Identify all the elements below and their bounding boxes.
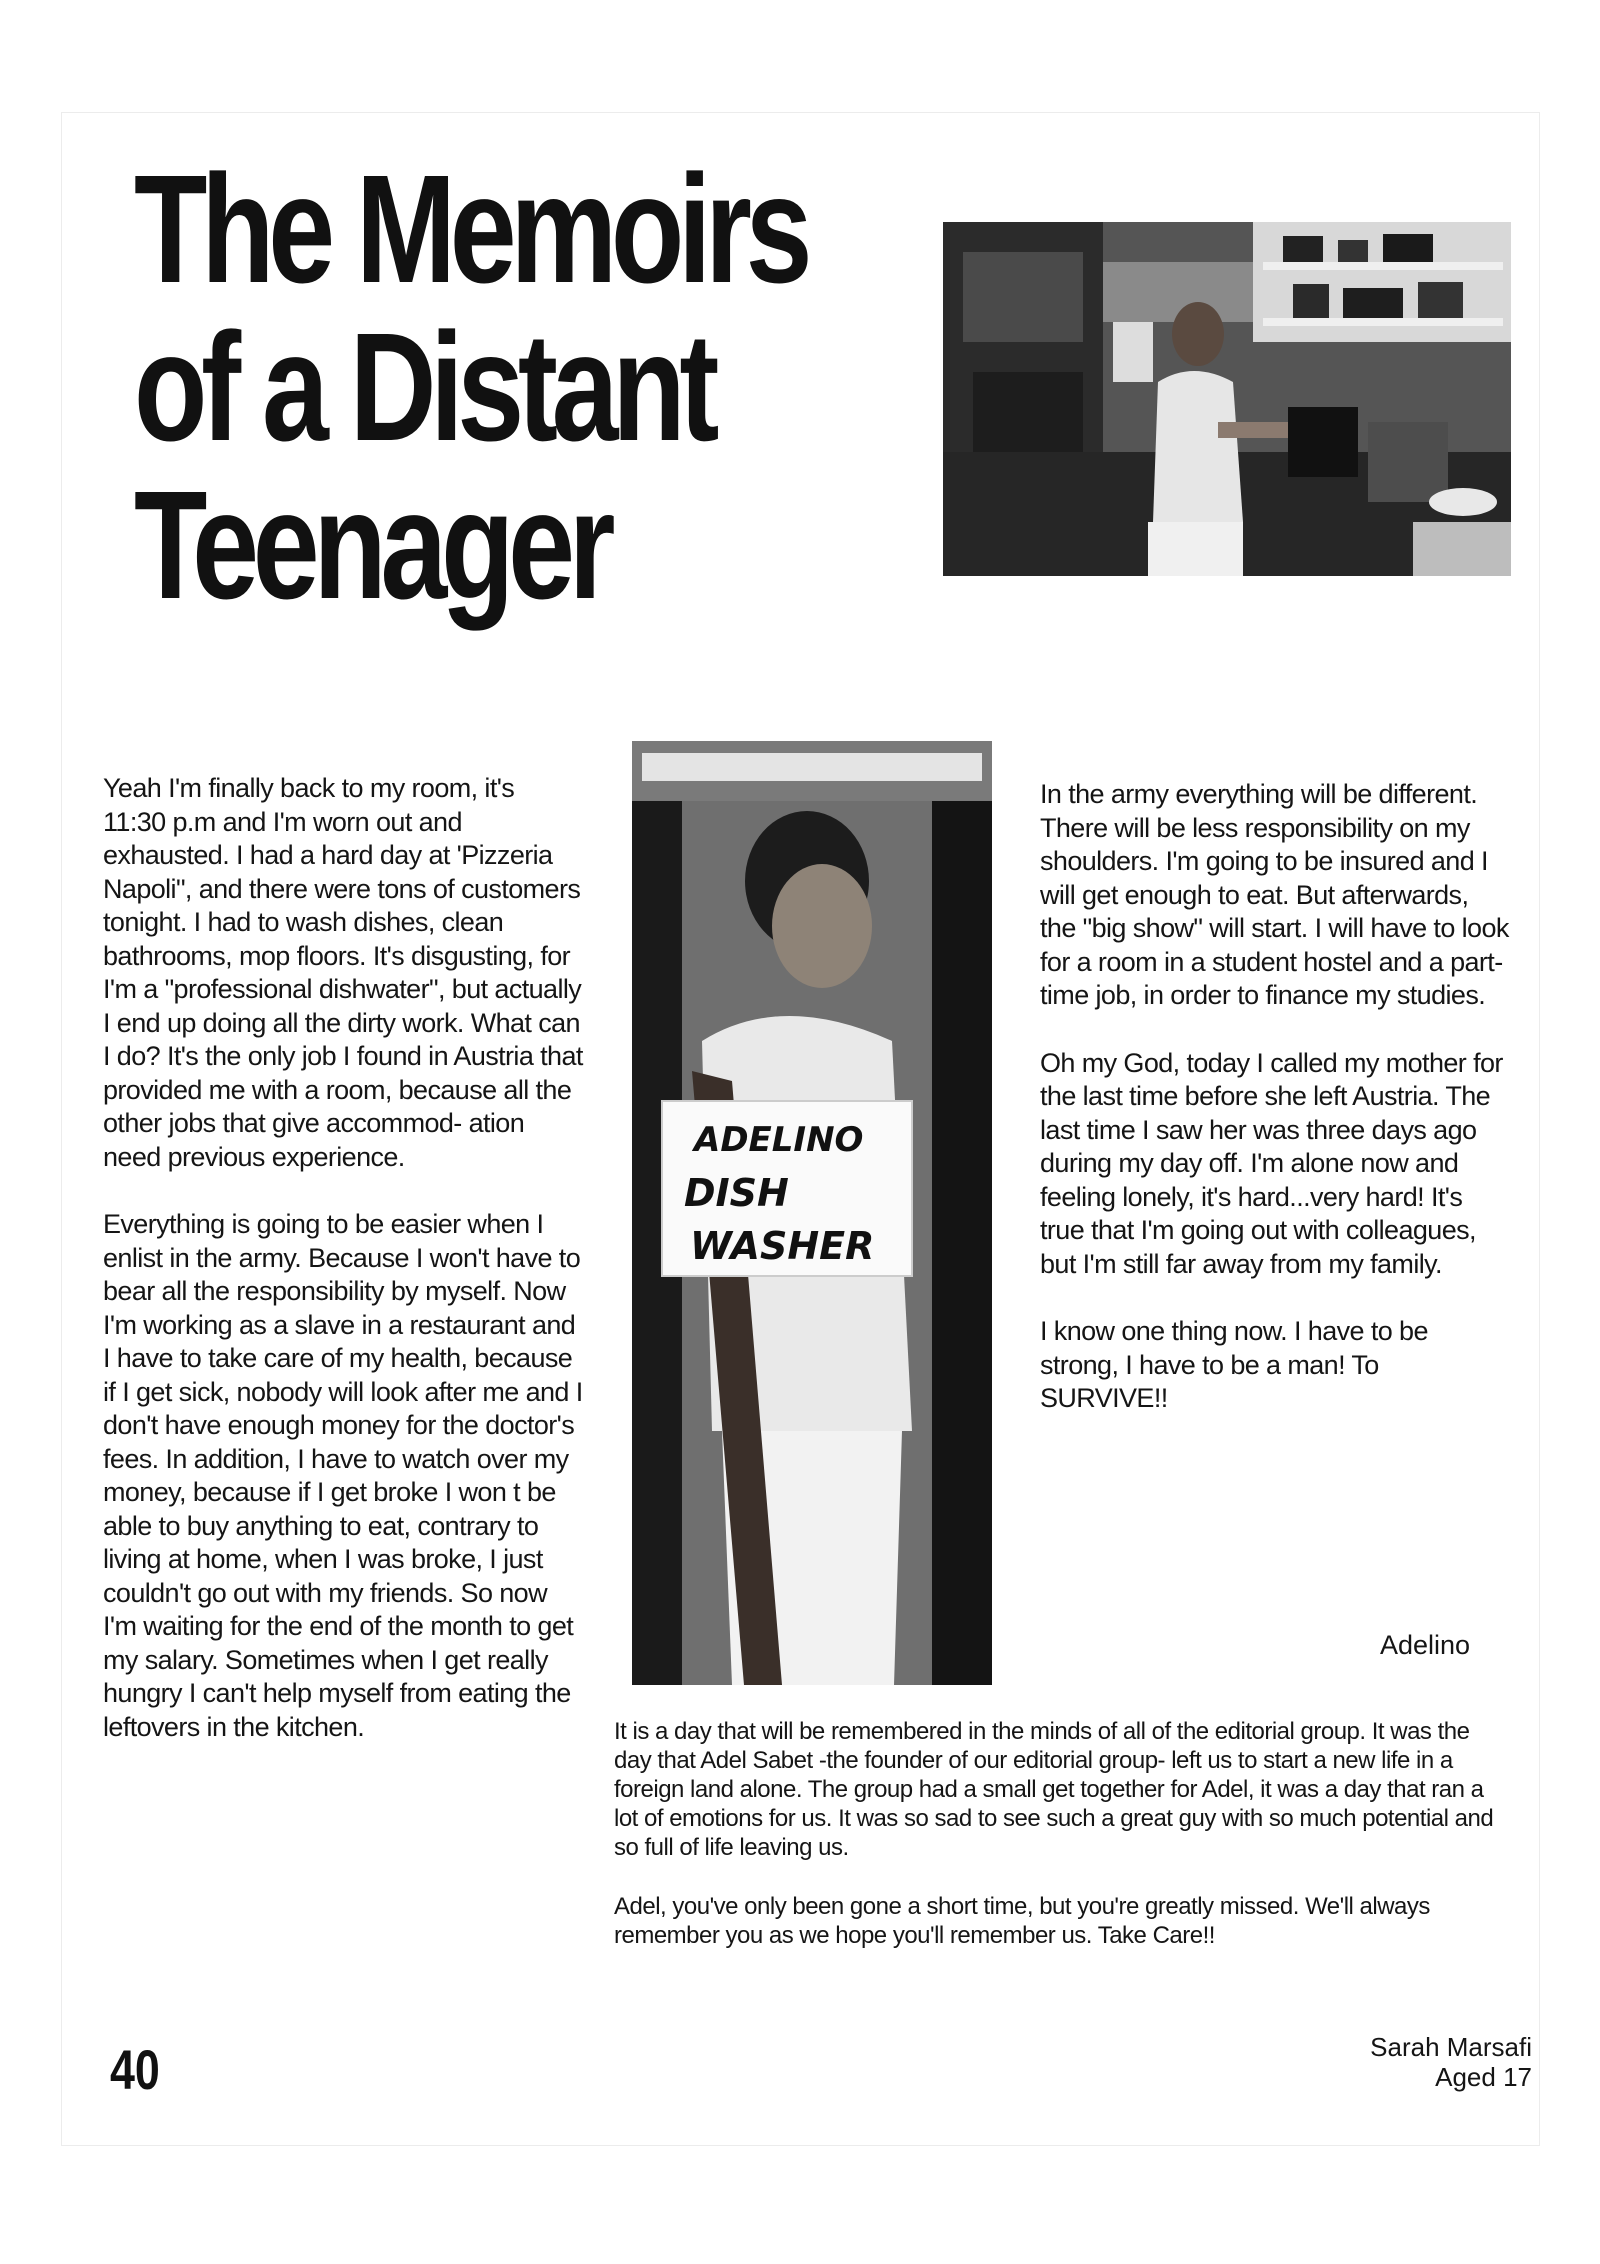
left-column bbox=[103, 772, 583, 1778]
tribute-section bbox=[614, 1717, 1504, 1980]
dishwasher-photo bbox=[632, 741, 992, 1685]
right-paragraph-3: I know one thing now. I have to be strong, I have to be a man! To SURVIVE!! bbox=[1040, 1316, 1428, 1413]
tribute-paragraph-2: Adel, you've only been gone a short time, but you're greatly missed. We'll always remember you as we hope you'll remember us. Take Care!! bbox=[614, 1893, 1430, 1949]
title-line-3: Teenager bbox=[134, 459, 610, 631]
page-number: 40 bbox=[110, 2038, 160, 2101]
right-paragraph-1: In the army everything will be different. There will be less responsibility on my shoulders. I'm going to be insured and I will get enough to eat. But afterwards, the "big show" will start. I will have to look for a room in a student hostel and a part-time job, in order to finance my studies. bbox=[1040, 779, 1509, 1010]
right-paragraph-2: Oh my God, today I called my mother for the last time before she left Austria. The last time I saw her was three days ago during my day off. I'm alone now and feeling lonely, it's hard...very hard! It's true that I'm going out with colleagues, but I'm still far away from my family. bbox=[1040, 1047, 1503, 1279]
sign-line-3: WASHER bbox=[690, 1224, 875, 1268]
left-paragraph-1: Yeah I'm finally back to my room, it's 11:30 p.m and I'm worn out and exhausted. I had a hard day at 'Pizzeria Napoli", and there were tons of customers tonight. I had to wash dishes, clean bathrooms, mop floors. It's disgusting, for I'm a "professional dishwater", but actually I end up doing all the dirty work. What can I do? It's the only job I found in Austria that provided me with a room, because all the other jobs that give accommod- ation need previous experience. bbox=[103, 773, 583, 1172]
article-title bbox=[134, 143, 807, 631]
left-paragraph-2: Everything is going to be easier when I enlist in the army. Because I won't have to bear all the responsibility by myself. Now I'm working as a slave in a restaurant and I have to take care of my health, because if I get sick, nobody will look after me and I don't have enough money for the doctor's fees. In addition, I have to watch over my money, because if I get broke I won t be able to buy anything to eat, contrary to living at home, when I was broke, I just couldn't go out with my friends. So now I'm waiting for the end of the month to get my salary. Sometimes when I get really hungry I can't help myself from eating the leftovers in the kitchen. bbox=[103, 1209, 583, 1742]
tribute-paragraph-1: It is a day that will be remembered in the minds of all of the editorial group. It was the day that Adel Sabet -the founder of our editorial group- left us to start a new life in a foreign land alone. The group had a small get together for Adel, it was a day that ran a lot of emotions for us. It was so sad to see such a great guy with so much potential and so full of life leaving us. bbox=[614, 1718, 1494, 1861]
byline-age: Aged 17 bbox=[1435, 2062, 1532, 2092]
sign-line-2: DISH bbox=[684, 1171, 789, 1215]
tribute-byline bbox=[1370, 2032, 1532, 2092]
kitchen-photo bbox=[943, 222, 1511, 576]
byline-name: Sarah Marsafi bbox=[1370, 2032, 1532, 2062]
right-column bbox=[1040, 778, 1510, 1450]
sign-line-1: ADELINO bbox=[694, 1120, 864, 1160]
title-line-1: The Memoirs bbox=[134, 143, 807, 315]
title-line-2: of a Distant bbox=[134, 301, 714, 473]
article-author: Adelino bbox=[1380, 1630, 1471, 1660]
